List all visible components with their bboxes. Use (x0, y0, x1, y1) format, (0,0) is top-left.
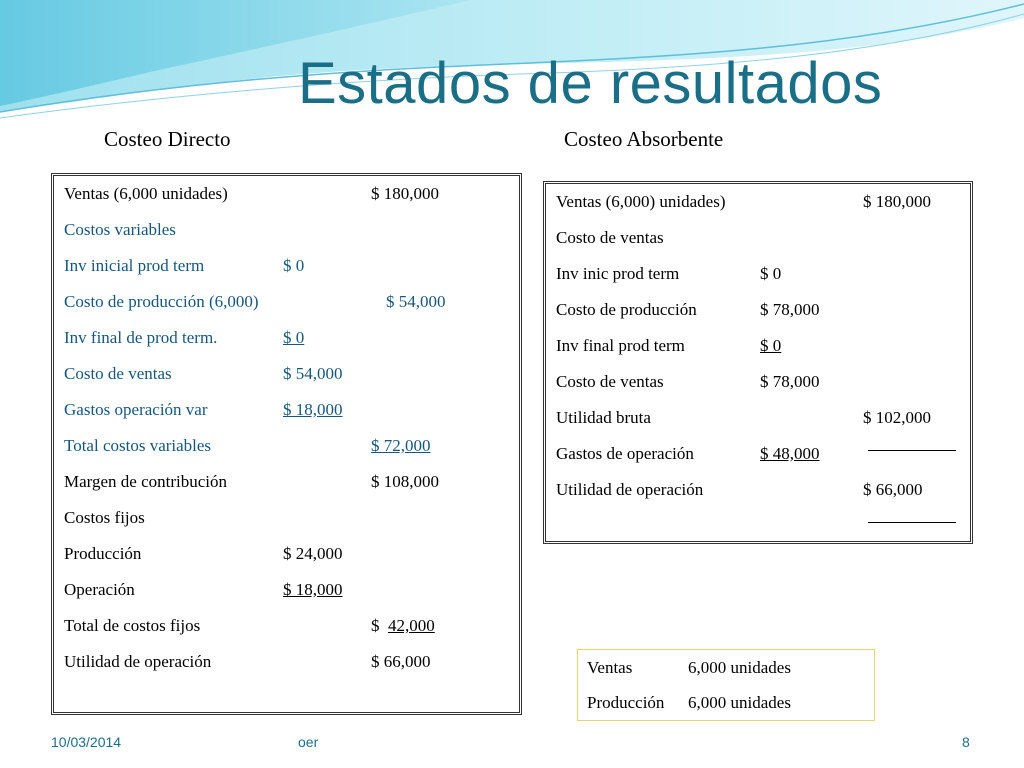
row-label: Total de costos fijos (64, 616, 201, 635)
row-label: Operación (64, 580, 135, 599)
row-total: $ 66,000 (863, 480, 923, 499)
row-total: $ 102,000 (863, 408, 931, 427)
row-label: Total costos variables (64, 436, 212, 455)
row-label: Inv final de prod term. (64, 328, 218, 347)
row-label: Costos fijos (64, 508, 145, 527)
row-total: $ 42,000 (371, 616, 435, 635)
row-label: Gastos operación var (64, 400, 208, 419)
row-label: Costo de producción (556, 300, 697, 319)
row-label: Costo de producción (6,000) (64, 292, 259, 311)
row-label: Utilidad de operación (556, 480, 704, 499)
note-label: Ventas (587, 658, 633, 677)
footer-date: 10/03/2014 (51, 734, 122, 750)
row-total: $ 66,000 (371, 652, 431, 671)
row-label: Ventas (6,000 unidades) (64, 184, 228, 203)
row-label: Utilidad de operación (64, 652, 212, 671)
row-amount: $ 48,000 (760, 444, 820, 463)
slide-title: Estados de resultados (298, 51, 883, 116)
row-label: Inv final prod term (556, 336, 685, 355)
row-total-underlined: 42,000 (388, 616, 435, 635)
row-total: $ 108,000 (371, 472, 439, 491)
row-label: Producción (64, 544, 142, 563)
row-label: Inv inic prod term (556, 264, 680, 283)
row-total: $ 54,000 (386, 292, 446, 311)
row-total: $ 180,000 (863, 192, 931, 211)
row-label: Costos variables (64, 220, 176, 239)
row-amount: $ 0 (283, 256, 305, 275)
note-value: 6,000 unidades (688, 693, 791, 712)
row-label: Margen de contribución (64, 472, 228, 491)
row-amount: $ 0 (283, 328, 305, 347)
absorption-costing-statement (543, 181, 973, 544)
row-total: $ 180,000 (371, 184, 439, 203)
row-label: Costo de ventas (556, 372, 664, 391)
row-amount: $ 78,000 (760, 300, 820, 319)
note-label: Producción (587, 693, 665, 712)
row-label: Utilidad bruta (556, 408, 651, 427)
row-label: Gastos de operación (556, 444, 694, 463)
direct-costing-statement (51, 173, 522, 715)
row-amount: $ 0 (760, 264, 782, 283)
row-total: $ 72,000 (371, 436, 431, 455)
row-label: Costo de ventas (556, 228, 664, 247)
footer-center-text: oer (298, 734, 319, 750)
page-number: 8 (962, 734, 970, 750)
units-note-box (577, 649, 875, 721)
double-total-rule (868, 522, 956, 523)
direct-costing-heading: Costeo Directo (104, 127, 231, 151)
row-amount: $ 24,000 (283, 544, 343, 563)
row-amount: $ 78,000 (760, 372, 820, 391)
row-amount: $ 54,000 (283, 364, 343, 383)
absorption-costing-heading: Costeo Absorbente (564, 127, 724, 151)
row-amount: $ 18,000 (283, 580, 343, 599)
total-rule (868, 450, 956, 451)
row-label: Inv inicial prod term (64, 256, 205, 275)
note-value: 6,000 unidades (688, 658, 791, 677)
row-label: Ventas (6,000) unidades) (556, 192, 726, 211)
row-label: Costo de ventas (64, 364, 172, 383)
row-amount: $ 0 (760, 336, 782, 355)
row-amount: $ 18,000 (283, 400, 343, 419)
